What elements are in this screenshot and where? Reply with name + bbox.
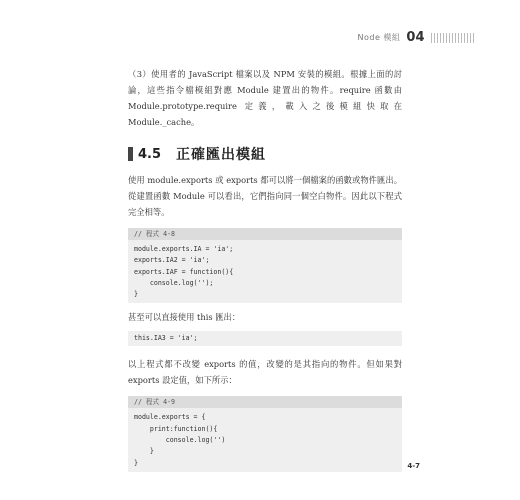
page-number: 4-7 <box>407 462 420 470</box>
paragraph-exports: 使用 module.exports 或 exports 都可以將一個檔案的函數或物件匯出。從建置函數 Module 可以看出，它們指向同一個空白物件。因此以下程式完全相等。 <box>128 175 402 217</box>
code-line: exports.IAF = function(){ <box>134 267 234 276</box>
code-body <box>128 408 402 471</box>
code-line: console.log(''); <box>134 278 214 287</box>
section-number: 4.5 <box>138 146 162 162</box>
code-block-this: this.IA3 = 'ia'; <box>128 331 402 346</box>
intro-paragraph: （3）使用者的 JavaScript 檔案以及 NPM 安裝的模組。根據上面的討論，這些指令檔模組對應 Module 建置出的物件。require 函數由 Module.prototype.require 定義，載入之後模組快取在 Module._cache。 <box>128 69 402 127</box>
code-caption: // 程式 4-8 <box>128 228 402 240</box>
page-content <box>128 66 402 478</box>
code-caption: // 程式 4-9 <box>128 396 402 408</box>
code-line: } <box>134 458 138 467</box>
paragraph-exports-assign: 以上程式都不改變 exports 的值，改變的是其指向的物件。但如果對 exports 設定值，如下所示： <box>128 359 402 386</box>
code-line: module.exports.IA = 'ia'; <box>134 245 234 253</box>
chapter-title: Node 模組 <box>357 33 401 42</box>
chapter-number: 04 <box>406 30 425 45</box>
section-marker <box>128 147 133 161</box>
section-title: 正確匯出模組 <box>176 147 267 163</box>
code-line: console.log('') <box>134 436 226 445</box>
code-line: } <box>134 290 138 299</box>
section-heading <box>128 144 402 164</box>
code-line: } <box>134 447 154 456</box>
code-body <box>128 240 402 303</box>
code-line: exports.IA2 = 'ia'; <box>134 256 210 265</box>
code-block-4-9 <box>128 396 402 471</box>
code-block-4-8 <box>128 228 402 303</box>
code-line: module.exports = { <box>134 413 206 422</box>
header-decoration <box>431 33 475 43</box>
running-header <box>357 30 474 45</box>
paragraph-this: 甚至可以直接使用 this 匯出： <box>128 312 241 323</box>
code-line: print:function(){ <box>134 424 218 433</box>
